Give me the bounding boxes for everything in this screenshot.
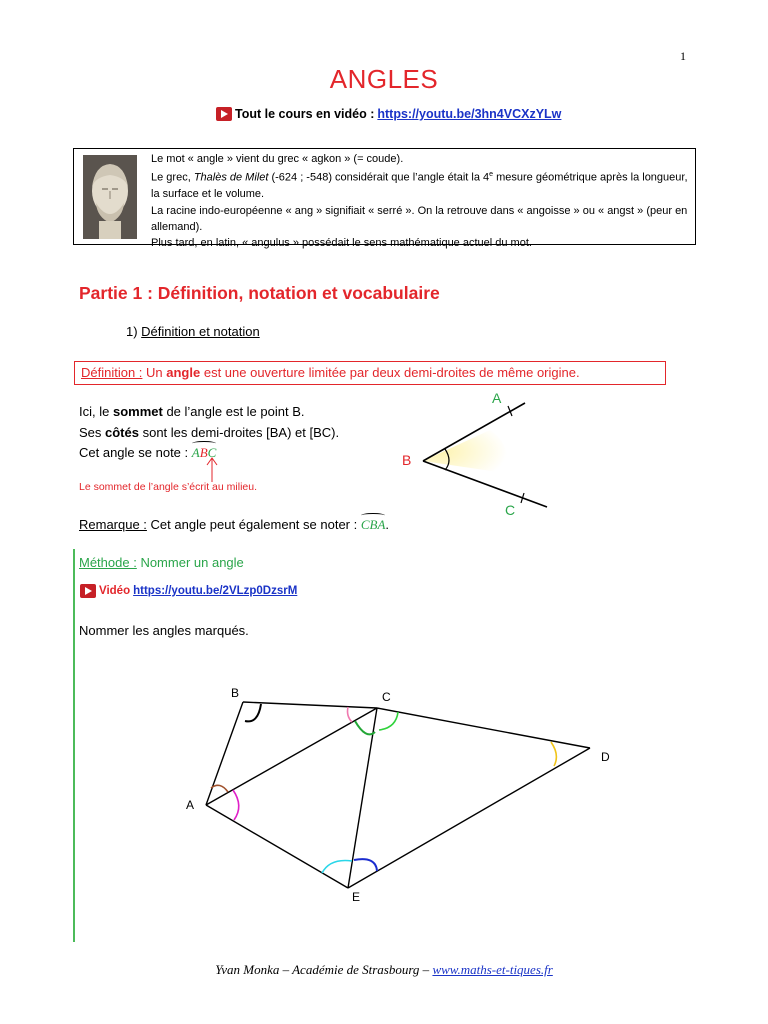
point-a-label: A: [492, 390, 502, 406]
video-course-link[interactable]: https://youtu.be/3hn4VCXzYLw: [377, 107, 562, 121]
vertex-note: Le sommet de l’angle s’écrit au milieu.: [79, 481, 257, 493]
definition-box: Définition : Un angle est une ouverture limitée par deux demi-droites de même origine.: [74, 361, 666, 385]
intro-text: [151, 151, 691, 251]
explain-notation: Cet angle se note : ABC: [79, 443, 339, 464]
video-method-label: Vidéo: [99, 585, 131, 597]
definition-label: Définition :: [81, 365, 143, 380]
instruction: Nommer les angles marqués.: [79, 623, 249, 638]
angles-figure: [180, 680, 640, 910]
thales-bust-image: [83, 155, 137, 239]
angle-mark-d: [551, 742, 556, 766]
method-bar: [73, 549, 75, 942]
video-course-line: [216, 107, 561, 121]
point-c-label: C: [505, 502, 516, 518]
definition-term: angle: [166, 365, 201, 380]
angle-mark-a-brown: [211, 785, 228, 792]
angle-mark-c-lightgreen: [379, 712, 398, 730]
vertex-e-label: E: [352, 890, 361, 904]
explain-vertex: Ici, le sommet de l’angle est le point B.: [79, 404, 305, 419]
angle-mark-b: [245, 704, 261, 721]
segment-ac: [206, 708, 377, 805]
footer-website-link[interactable]: www.maths-et-tiques.fr: [432, 962, 553, 977]
thales-name: Thalès de Milet: [193, 171, 269, 184]
point-b-label: B: [402, 452, 412, 468]
page-number: 1: [680, 49, 686, 63]
angle-mark-e-cyan: [322, 861, 352, 874]
segment-bc: [243, 702, 377, 708]
play-video-icon[interactable]: [80, 584, 96, 598]
segment-cd: [377, 708, 590, 748]
vertex-a-label: A: [186, 798, 195, 812]
intro-line: Le mot « angle » vient du grec « agkon » (= coude).: [151, 153, 404, 165]
intro-line: Plus tard, en latin, « angulus » possédait le sens mathématique actuel du mot.: [151, 237, 532, 250]
angle-mark-c-green: [355, 721, 375, 734]
explain-sides: Ses côtés sont les demi-droites [BA) et [BC).: [79, 424, 340, 440]
video-course-label: Tout le cours en vidéo :: [235, 107, 375, 121]
section-heading: 1) Définition et notation: [126, 324, 260, 339]
figure-segments: [206, 702, 590, 888]
intro-box: [73, 148, 696, 250]
intro-line: La racine indo-européenne « ang » signifiait « serré ». On la retrouve dans « angoisse » ou « angst » (peur en allemand).: [151, 204, 688, 233]
vertex-c-label: C: [382, 690, 391, 704]
angle-notation-abc: ABC: [192, 443, 217, 464]
play-video-icon[interactable]: [216, 107, 232, 121]
segment-de: [348, 748, 590, 888]
angle-mark-c-pink: [348, 707, 353, 722]
segment-ae: [206, 805, 348, 888]
video-method-link[interactable]: https://youtu.be/2VLzp0DzsrM: [133, 585, 298, 597]
vertex-b-label: B: [231, 686, 240, 700]
part1-heading: Partie 1 : Définition, notation et vocabulaire: [79, 283, 440, 303]
angle-mark-e-blue: [354, 859, 377, 871]
method-heading: Méthode : Nommer un angle: [79, 555, 244, 570]
remark-label: Remarque :: [79, 517, 147, 532]
angle-mark-a-magenta: [233, 790, 239, 820]
video-method-line: [80, 584, 297, 598]
remark: Remarque : Cet angle peut également se noter : CBA.: [79, 515, 389, 536]
segment-ab: [206, 702, 243, 805]
page-title: ANGLES: [329, 64, 439, 94]
vertex-d-label: D: [601, 750, 610, 764]
footer: Yvan Monka – Académie de Strasbourg – www.maths-et-tiques.fr: [215, 962, 553, 977]
angle-notation-cba: CBA: [361, 515, 386, 536]
intro-line-thales: Le grec, Thalès de Milet (-624 ; -548) considérait que l’angle était la 4e mesure géométrique après la longueur, la surface et le volume.: [151, 171, 688, 201]
angle-diagram: [395, 385, 565, 520]
